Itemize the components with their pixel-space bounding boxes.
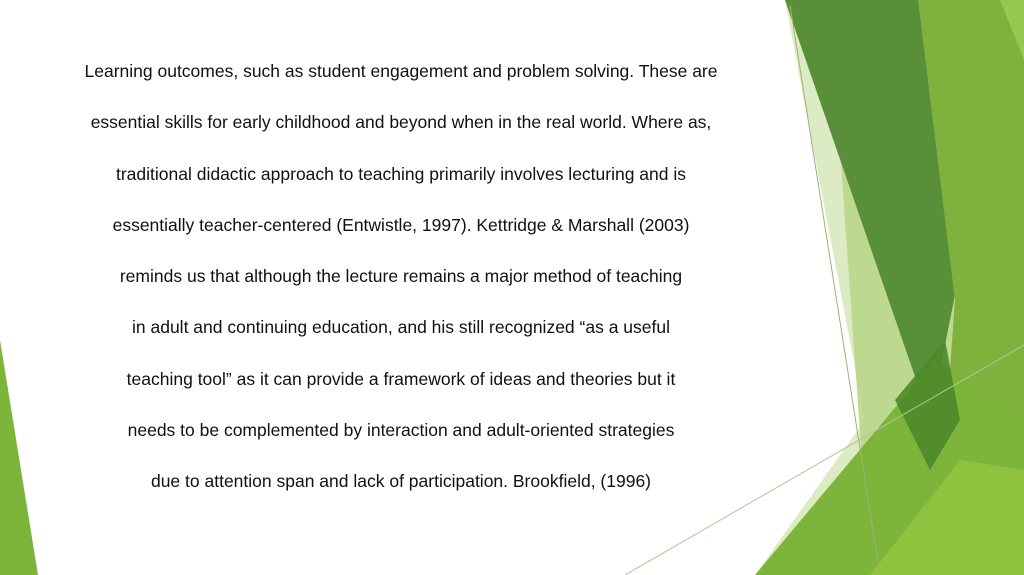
text-line: traditional didactic approach to teaching primarily involves lecturing and is xyxy=(115,163,687,184)
text-line: due to attention span and lack of participation. Brookfield, (1996) xyxy=(150,471,652,492)
text-line: needs to be complemented by interaction and adult-oriented strategies xyxy=(127,420,675,441)
text-line: essential skills for early childhood and beyond when in the real world. Where as, xyxy=(90,112,712,133)
text-line: teaching tool” as it can provide a framework of ideas and theories but it xyxy=(126,368,676,389)
left-green-sliver xyxy=(0,340,38,575)
text-line: Learning outcomes, such as student engagement and problem solving. These are xyxy=(84,61,718,81)
text-line: in adult and continuing education, and his still recognized “as a useful xyxy=(132,317,670,338)
text-line: reminds us that although the lecture remains a major method of teaching xyxy=(119,266,683,287)
body-text xyxy=(40,52,762,514)
text-line: essentially teacher-centered (Entwistle, 1997). Kettridge & Marshall (2003) xyxy=(112,214,690,235)
